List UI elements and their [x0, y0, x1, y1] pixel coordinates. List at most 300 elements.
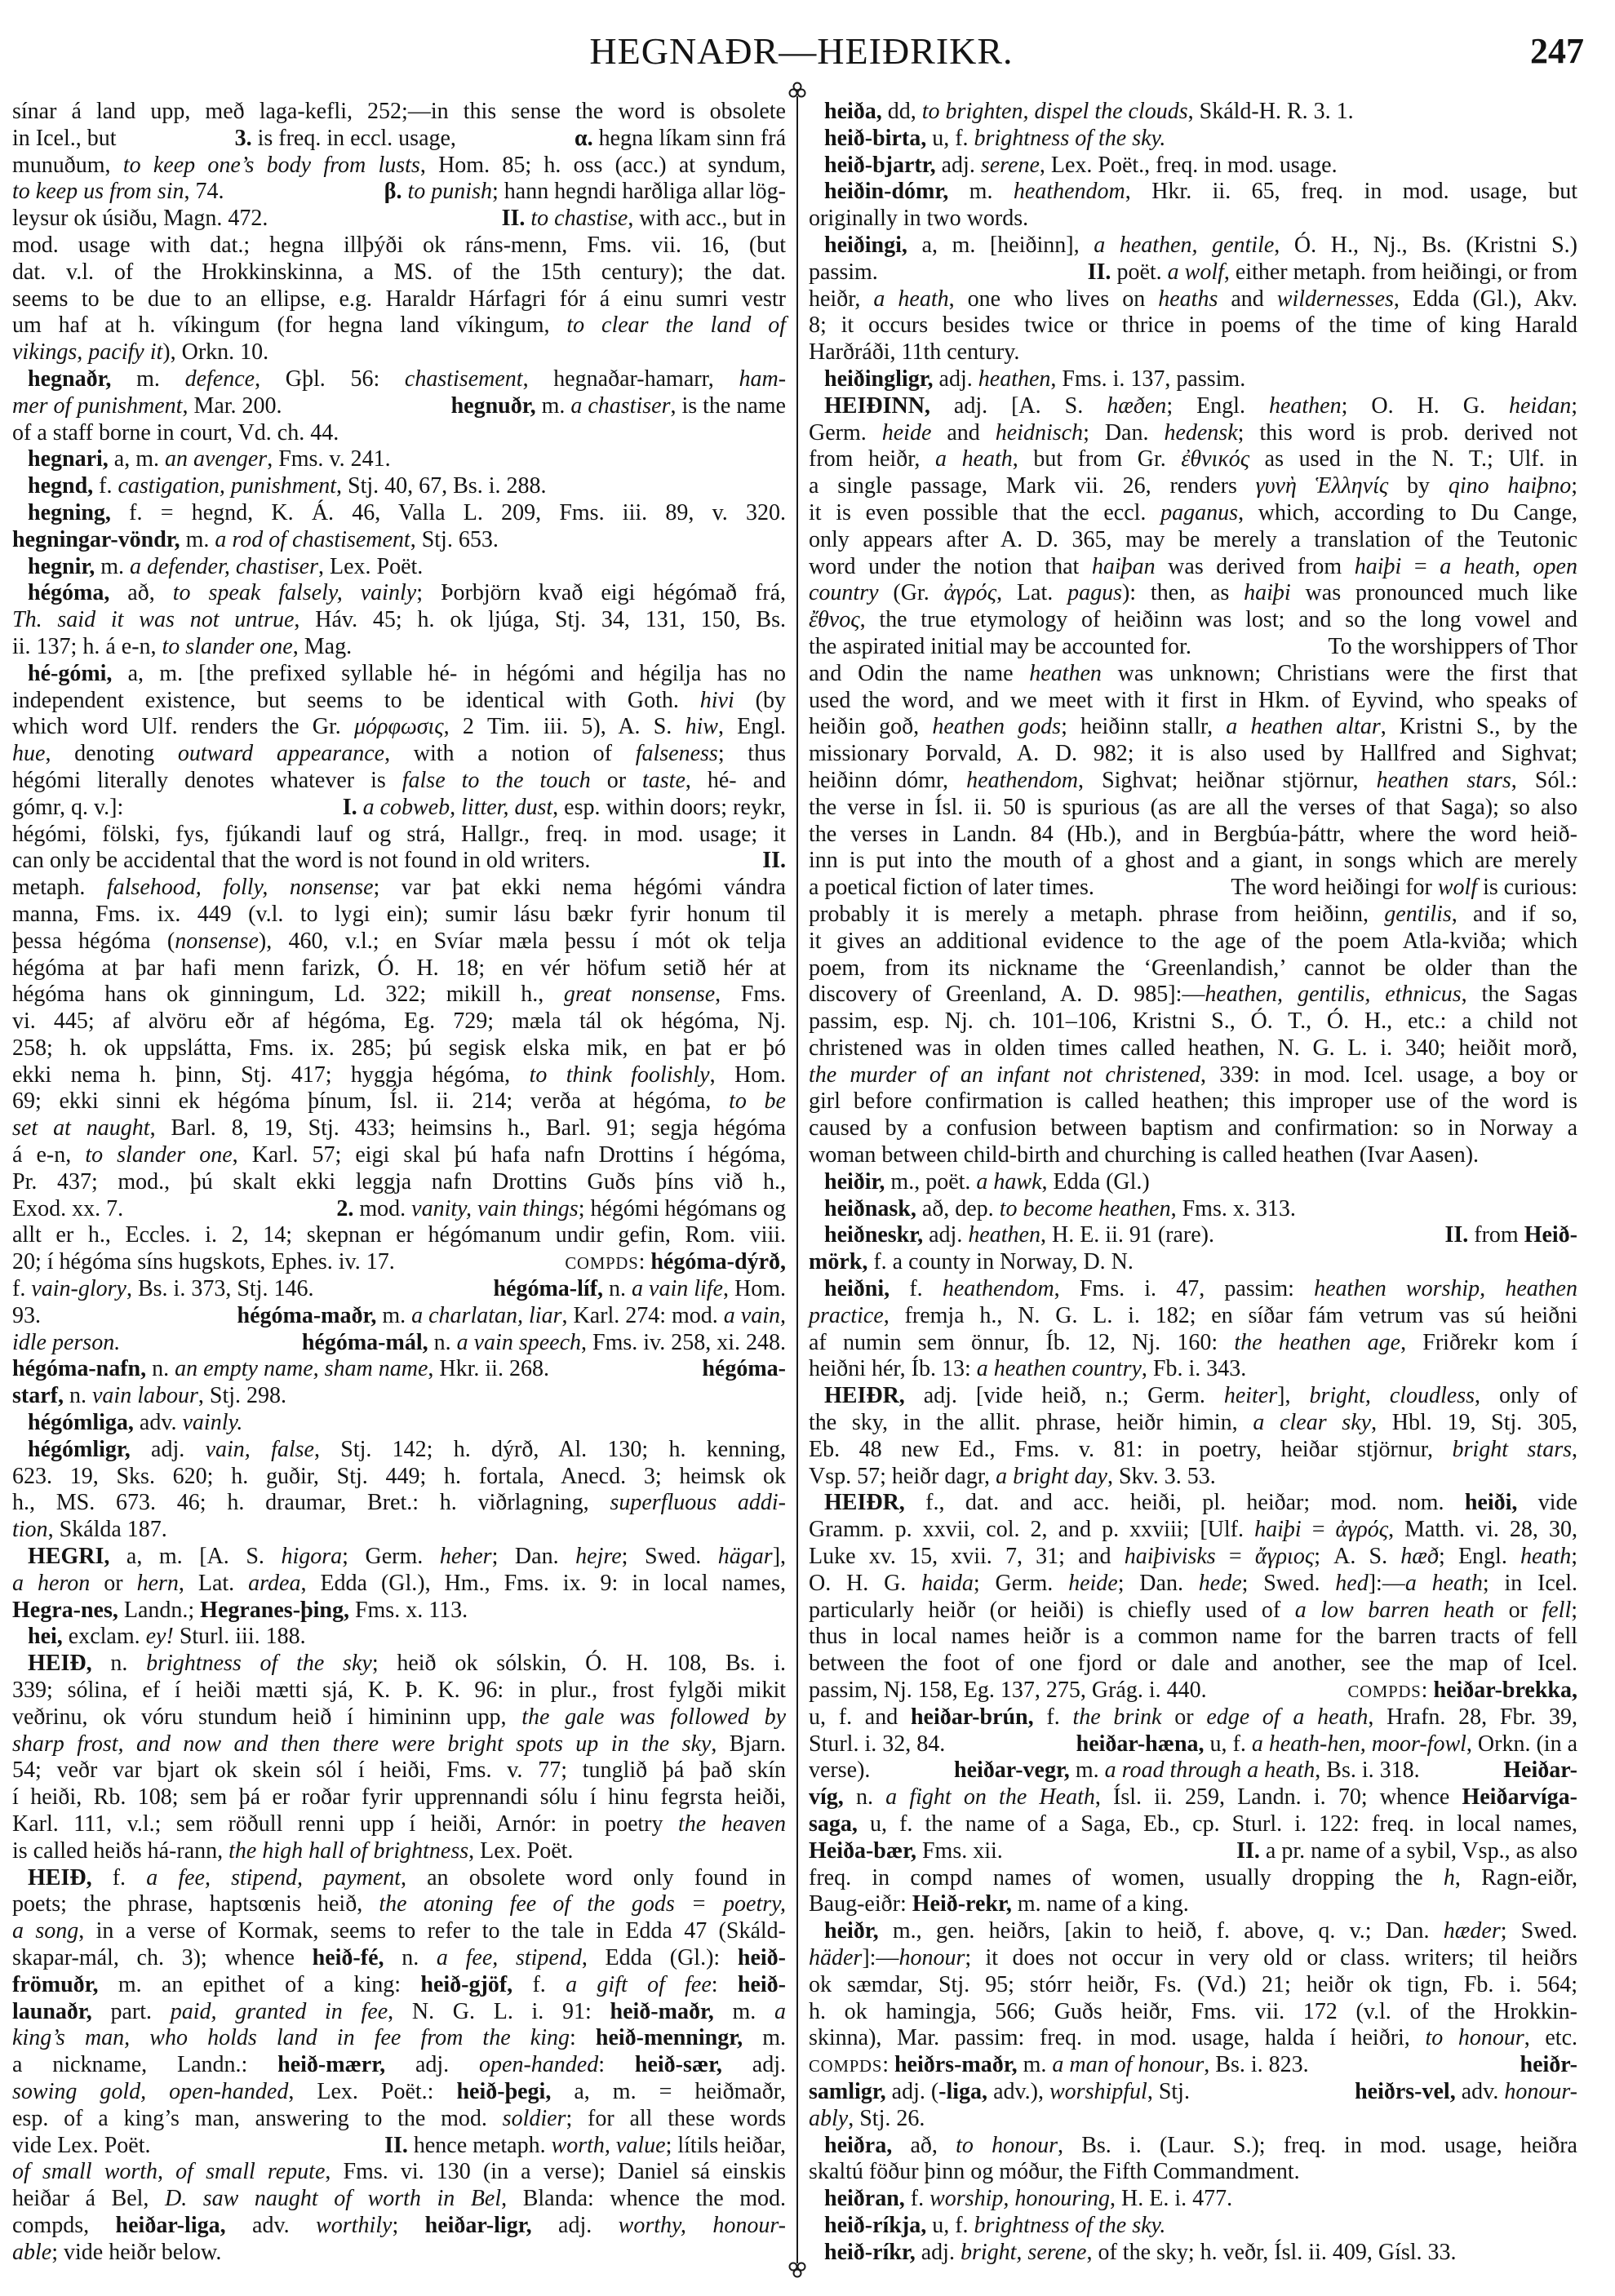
text-run: :	[569, 2025, 596, 2051]
line-text	[809, 741, 1577, 768]
line-text	[824, 2213, 1165, 2240]
text-run: verse).	[809, 1757, 871, 1784]
line-text	[12, 1062, 786, 1089]
line-text	[809, 1571, 1577, 1598]
text-run: , with a notion of	[384, 741, 636, 767]
headword: heiða,	[824, 99, 882, 124]
dictionary-line	[809, 2186, 1577, 2213]
italic-gloss: a fee, stipend	[436, 1944, 582, 1970]
line-text	[12, 1571, 786, 1598]
headword: heiðran,	[824, 2186, 905, 2212]
italic-gloss: heidnisch	[995, 419, 1084, 445]
line-text	[824, 1383, 1577, 1410]
line-text	[809, 1651, 1577, 1678]
line-text	[12, 1972, 786, 1999]
text-run: n.	[91, 1651, 147, 1677]
text-run: hégómi, fölski, fys, fjúkandi lauf og strá, Hallgr., freq. in mod. usage; it	[12, 821, 786, 847]
text-run: Harðráði, 11th century.	[809, 339, 1020, 366]
text-run: or	[1161, 1704, 1207, 1730]
text-run: , Hkr. ii. 65, freq. in mod. usage, but	[1125, 179, 1577, 205]
italic-gloss: ey!	[145, 1624, 174, 1650]
text-run: , which, according to Du Cange,	[1238, 499, 1577, 525]
text-run: , Hkr. ii. 268.	[428, 1356, 549, 1382]
dictionary-entry	[809, 1490, 1577, 1918]
italic-gloss: heathen	[968, 1222, 1040, 1248]
dictionary-line	[12, 929, 786, 955]
dictionary-line	[809, 1678, 1577, 1704]
text-run: a, m.	[108, 446, 165, 472]
text-run: adj.	[130, 1436, 206, 1462]
text-run: christened was in olden times called heathen, N. G. L. i. 340; heiðit morð,	[809, 1035, 1577, 1061]
line-text	[12, 1356, 786, 1383]
line-text	[12, 1115, 786, 1142]
line-text	[12, 1784, 786, 1811]
italic-gloss: haiþi	[1254, 1517, 1302, 1543]
text-run: ],	[1277, 1383, 1310, 1409]
line-text	[824, 233, 1577, 259]
italic-gloss: to be	[729, 1088, 786, 1115]
dictionary-entry	[12, 1865, 786, 2267]
italic-gloss: honour-	[1504, 2078, 1577, 2104]
italic-gloss: sharp frost, and now and then there were bright spots up in the sky	[12, 1731, 712, 1757]
text-run: u, f.	[1204, 1731, 1252, 1757]
text-run: m. name of a king.	[1011, 1891, 1189, 1917]
text-run: compds,	[12, 2212, 116, 2238]
headword: I.	[342, 794, 363, 820]
text-run: adv.	[225, 2212, 317, 2238]
text-run: f.	[93, 473, 118, 499]
headword: hégóma-dýrð,	[650, 1249, 786, 1275]
dictionary-line	[809, 1464, 1577, 1491]
dictionary-line	[12, 1972, 786, 1999]
text-run: m.	[95, 553, 130, 579]
text-run: , denoting	[45, 741, 178, 767]
dictionary-entry	[12, 1410, 786, 1437]
italic-gloss: a	[774, 1998, 787, 2024]
text-run: used the word, and we meet with it first in Hkm. of Eyvind, who speaks of	[809, 687, 1577, 713]
italic-gloss: an avenger	[165, 446, 268, 472]
sense-break-space	[224, 179, 384, 206]
headword: hégóma-nafn,	[12, 1356, 147, 1382]
dictionary-line	[809, 929, 1577, 955]
dictionary-line	[809, 1945, 1577, 1972]
text-run: , Kristni S., by the	[1380, 714, 1578, 740]
line-text	[28, 473, 547, 500]
text-run: adj.	[933, 366, 978, 392]
text-run: hégóma hans ok ginningum, Ld. 322; mikill h.,	[12, 982, 564, 1008]
text-run: probably it is merely a metaph. phrase from heiðinn,	[809, 901, 1385, 927]
dictionary-line	[12, 286, 786, 313]
headword: heiðar-vegr,	[954, 1757, 1070, 1784]
text-run: n.	[428, 1329, 457, 1355]
text-run: ok sæmdar, Stj. 95; stórr heiðr, Fs. (Vd.) 21; heiðr ok tign, Fb. i. 564;	[809, 1971, 1577, 1997]
dictionary-line	[12, 554, 786, 581]
text-run: ;	[1571, 1597, 1578, 1623]
text-run: , Friðrekr kom í	[1400, 1329, 1577, 1355]
line-text	[809, 714, 1577, 741]
line-text	[28, 446, 391, 473]
text-run: h. ok hamingja, 566; Guðs heiðr, Fms. vii. 172 (v.l. of the Hrokkin-	[809, 1998, 1577, 2024]
text-run: 258; h. ok uppslátta, Fms. ix. 285; þú segisk elska mik, en þat er þó	[12, 1035, 786, 1061]
sense-break-space	[1003, 1838, 1236, 1865]
line-text	[809, 1008, 1577, 1035]
italic-gloss: ἄγριος	[1254, 1544, 1315, 1570]
italic-gloss: vain labour	[91, 1383, 198, 1409]
italic-gloss: a clear sky	[1253, 1410, 1372, 1436]
line-text	[809, 1356, 1246, 1383]
italic-gloss: heathendom	[966, 767, 1078, 793]
text-run: ; Germ.	[973, 1570, 1069, 1596]
line-text	[824, 1196, 1296, 1223]
line-text	[28, 500, 786, 527]
sense-break-space	[282, 393, 451, 420]
trefoil-ornament-top-icon	[788, 82, 807, 103]
dictionary-line	[809, 393, 1577, 420]
italic-gloss: worship, honouring	[930, 2186, 1111, 2212]
italic-gloss: a defender, chastiser	[130, 553, 318, 579]
text-run: , hé- and	[685, 767, 786, 793]
headword: heiðneskr,	[824, 1222, 924, 1248]
italic-gloss: to punish	[407, 179, 492, 205]
dictionary-line	[809, 1276, 1577, 1303]
text-run: , 74.	[184, 179, 224, 205]
dictionary-line	[12, 1838, 786, 1865]
line-text	[824, 2133, 1577, 2160]
italic-gloss: haiþi	[1244, 580, 1291, 606]
headword: heið-maðr,	[610, 1998, 714, 2024]
italic-gloss: brightness of the sky	[146, 1651, 372, 1677]
italic-gloss: γυνὴ Ἑλληνίς	[1255, 473, 1389, 499]
line-text	[809, 875, 1577, 902]
italic-gloss: a heath	[873, 286, 949, 312]
line-text	[12, 2106, 786, 2133]
dictionary-line	[809, 741, 1577, 768]
text-run: um haf at h. víkingum (for hegna land víkingum,	[12, 312, 567, 339]
line-text	[809, 286, 1577, 313]
text-run: , fremja h., N. G. L. i. 182; en síðar fám vetrum vas sú heiðni	[883, 1302, 1577, 1328]
line-text	[12, 1142, 786, 1169]
text-run: hence metaph.	[407, 2132, 552, 2158]
text-run: ; Dan.	[491, 1544, 576, 1570]
dictionary-line	[12, 1945, 786, 1972]
italic-gloss: chastisement	[404, 366, 523, 392]
text-run: ; Swed.	[1500, 1918, 1577, 1944]
text-run: , Fms. x. 313.	[1170, 1195, 1296, 1221]
italic-gloss: hue	[12, 741, 46, 767]
line-text	[12, 126, 786, 153]
text-run: að, dep.	[916, 1195, 1000, 1221]
line-text	[28, 1544, 786, 1571]
headword: heið-sær,	[634, 2052, 722, 2078]
dictionary-line	[12, 153, 786, 180]
dictionary-entry	[809, 366, 1577, 393]
italic-gloss: heher	[439, 1544, 492, 1570]
dictionary-line	[809, 580, 1577, 607]
text-run: , Edda (Gl.)	[1041, 1168, 1150, 1195]
text-run: veðrinu, ok vóru stundum heið í himininn upp,	[12, 1704, 522, 1730]
sense-break-space	[268, 206, 501, 233]
text-run: freq. in compd names of women, usually dropping the	[809, 1864, 1444, 1890]
line-text	[12, 1088, 786, 1115]
text-run: a single passage, Mark vii. 26, renders	[809, 473, 1256, 499]
dictionary-line	[809, 768, 1577, 795]
italic-gloss: Th. said it was not untrue	[12, 607, 295, 633]
italic-gloss: hern	[136, 1570, 179, 1596]
text-run: , Barl. 8, 19, Stj. 433; heimsins h., Barl. 91; segja hégóma	[149, 1115, 786, 1141]
line-text	[824, 99, 1354, 126]
text-run: n.	[384, 1944, 437, 1970]
dictionary-line	[12, 393, 786, 420]
dictionary-line	[809, 1169, 1577, 1196]
text-run: ;	[1571, 392, 1577, 419]
text-run: , Matth. vi. 28, 30,	[1388, 1517, 1577, 1543]
dictionary-line	[809, 634, 1577, 661]
text-run: skinna), Mar. passim: freq. in mod. usage, halda í heiðri,	[809, 2025, 1426, 2051]
text-run: Baug-eiðr:	[809, 1891, 912, 1917]
text-run: , Hom.	[723, 1276, 786, 1302]
line-text	[12, 875, 786, 902]
text-run: ;	[1571, 473, 1577, 499]
italic-gloss: worthy, honour-	[618, 2212, 786, 2238]
dictionary-line	[809, 1918, 1577, 1945]
text-run: is called heiðs há-rann,	[12, 1837, 229, 1864]
text-run: , N. G. L. i. 91:	[388, 1998, 610, 2024]
dictionary-line	[809, 233, 1577, 259]
headword: II.	[1444, 1222, 1469, 1248]
text-run: ; Þorbjörn kvað eigi hégómað frá,	[416, 580, 787, 606]
text-run: , the true etymology of heiðinn was lost; and so the long vowel and	[859, 607, 1577, 633]
text-run: m.	[743, 2025, 786, 2051]
headword: 2.	[336, 1195, 354, 1221]
line-text	[809, 1437, 1577, 1464]
italic-gloss: a hawk	[976, 1168, 1042, 1195]
dictionary-entry	[809, 1383, 1577, 1490]
headword: hegningar-vöndr,	[12, 526, 180, 552]
text-run: sínar á land upp, með laga-kefli, 252;—in this sense the word is obsolete	[12, 99, 786, 124]
sense-break-space	[1207, 1678, 1348, 1704]
dictionary-line	[12, 1410, 786, 1437]
dictionary-line	[12, 1464, 786, 1491]
dictionary-entry	[809, 2213, 1577, 2240]
text-run: , in a verse of Kormak, seems to refer to the tale in Edda 47 (Skáld-	[78, 1918, 786, 1944]
dictionary-line	[809, 1624, 1577, 1651]
headword: hégómliga,	[28, 1410, 134, 1436]
dictionary-line	[809, 473, 1577, 500]
text-run: caused by a confusion between baptism and confirmation: so in Norway a	[809, 1115, 1577, 1141]
text-run: ;	[1571, 1544, 1577, 1570]
italic-gloss: pagus	[1067, 580, 1122, 606]
italic-gloss: the gale was followed by	[521, 1704, 786, 1730]
italic-gloss: falsehood, folly, nonsense	[106, 875, 374, 901]
italic-gloss: heathen, gentilis, ethnicus	[1205, 982, 1462, 1008]
italic-gloss: hede	[1198, 1570, 1242, 1596]
text-run: f.	[12, 1276, 32, 1302]
dictionary-line	[12, 1651, 786, 1678]
line-text	[12, 206, 786, 233]
italic-gloss: a wolf	[1167, 259, 1224, 285]
text-run: , Skálda 187.	[47, 1517, 167, 1543]
headword: heiðir,	[824, 1168, 885, 1195]
italic-gloss: hæðen	[1107, 392, 1167, 419]
line-text	[12, 1035, 786, 1062]
italic-gloss: a bright day	[996, 1463, 1107, 1489]
text-run: ;	[392, 2212, 425, 2238]
dictionary-line	[809, 1249, 1577, 1276]
dictionary-line	[809, 1651, 1577, 1678]
text-run: from heiðr,	[809, 446, 935, 472]
line-text	[809, 1838, 1577, 1865]
italic-gloss: vain-glory	[31, 1276, 126, 1302]
line-text	[12, 1008, 786, 1035]
italic-gloss: bright stars	[1452, 1436, 1572, 1462]
dictionary-line	[12, 1303, 786, 1330]
line-text	[809, 1811, 1577, 1838]
text-run: adj.	[531, 2212, 619, 2238]
dictionary-line	[12, 1383, 786, 1410]
italic-gloss: to clear the land of	[566, 312, 786, 339]
text-run: n.	[843, 1784, 886, 1811]
text-run: adv.	[1455, 2078, 1505, 2104]
text-run: , H. E. i. 477.	[1110, 2186, 1233, 2212]
italic-gloss: a charlatan, liar	[411, 1302, 562, 1328]
text-run: m.	[376, 1302, 412, 1328]
dictionary-entry	[809, 393, 1577, 1169]
text-run: , but from Gr.	[1012, 446, 1182, 472]
line-text	[809, 473, 1577, 500]
line-text	[809, 1517, 1577, 1544]
dictionary-line	[809, 1757, 1577, 1784]
text-run: , Hbl. 19, Stj. 305,	[1371, 1410, 1577, 1436]
text-run: ; Dan.	[1117, 1570, 1199, 1596]
dictionary-line	[809, 339, 1577, 366]
headword: hegnd,	[28, 473, 94, 499]
italic-gloss: häder	[809, 1944, 863, 1970]
dictionary-entry	[809, 1222, 1577, 1276]
headword: heiðar-brún,	[910, 1704, 1034, 1730]
dictionary-line	[809, 286, 1577, 313]
dictionary-line	[809, 1008, 1577, 1035]
headword: hégóma-maðr,	[237, 1302, 377, 1328]
text-run: , Lat.	[178, 1570, 249, 1596]
italic-gloss: hedensk	[1164, 419, 1238, 445]
dictionary-line	[809, 902, 1577, 929]
headword: HEIÐR,	[824, 1383, 905, 1409]
dictionary-line	[12, 580, 786, 607]
dictionary-line	[809, 554, 1577, 581]
text-run: , Skáld-H. R. 3. 1.	[1187, 99, 1354, 124]
dictionary-line	[809, 1062, 1577, 1089]
dictionary-line	[12, 1169, 786, 1196]
text-run: mod. usage with dat.; hegna illþýði ok ráns-menn, Fms. vii. 16, (but	[12, 232, 786, 258]
dictionary-line	[12, 99, 786, 126]
italic-gloss: ardea	[248, 1570, 301, 1596]
line-text	[12, 1249, 786, 1278]
line-text	[12, 688, 786, 715]
dictionary-line	[12, 473, 786, 500]
line-text	[12, 1222, 786, 1249]
line-text	[809, 580, 1577, 607]
text-run: u, f.	[926, 125, 974, 151]
line-text	[809, 1945, 1577, 1972]
dictionary-line	[12, 1999, 786, 2026]
italic-gloss: taste	[641, 767, 685, 793]
text-run: Sturl. iii. 188.	[173, 1624, 306, 1650]
text-run: ii. 137; h. á e-n,	[12, 633, 162, 659]
text-run: f. = hegnd, K. Á. 46, Valla L. 209, Fms. iii. 89, v. 320.	[110, 499, 786, 525]
text-run: it is even possible that the eccl.	[809, 499, 1161, 525]
line-text	[12, 1490, 786, 1517]
dictionary-entry	[809, 1918, 1577, 2132]
text-run: , Skv. 3. 53.	[1107, 1463, 1216, 1489]
headword: HEIÐINN,	[824, 392, 930, 419]
dictionary-line	[809, 795, 1577, 822]
italic-gloss: a fight on the Heath	[885, 1784, 1095, 1811]
headword: HEIÐ,	[28, 1864, 92, 1890]
text-run: ; A. S.	[1314, 1544, 1401, 1570]
headword: heið-gjöf,	[420, 1971, 513, 1997]
line-text	[12, 420, 339, 447]
dictionary-line	[809, 1303, 1577, 1330]
line-text	[809, 955, 1577, 982]
italic-gloss: a gift of fee	[566, 1971, 712, 1997]
dictionary-entry	[12, 1624, 786, 1651]
text-run: , Bs. i. 318.	[1315, 1757, 1420, 1784]
text-run: adv.	[133, 1410, 183, 1436]
line-text	[12, 1303, 786, 1330]
line-text	[12, 2079, 786, 2106]
dictionary-line	[12, 233, 786, 259]
text-run: adj.	[923, 1222, 969, 1248]
line-text	[12, 1276, 786, 1303]
dictionary-line	[12, 768, 786, 795]
italic-gloss: heidan	[1509, 392, 1572, 419]
headword: heið-menningr,	[595, 2025, 743, 2051]
dictionary-line	[12, 527, 786, 554]
dictionary-line	[809, 1222, 1577, 1249]
text-run: heiðni hér, Íb. 13:	[809, 1356, 977, 1382]
text-run: , Edda (Gl.), Hm., Fms. ix. 9: in local names,	[300, 1570, 786, 1596]
text-run: heiðr,	[809, 286, 874, 312]
text-run: inn is put into the mouth of a ghost and a giant, in songs which are merely	[809, 848, 1577, 874]
sense-break-space	[456, 126, 575, 153]
headword: heiðar-ligr,	[424, 2212, 532, 2238]
dictionary-line	[809, 2025, 1577, 2052]
italic-gloss: the heathen age	[1234, 1329, 1401, 1355]
text-run: 8; it occurs besides twice or thrice in poems of the time of king Harald	[809, 312, 1577, 339]
headword: heið-ríkr,	[824, 2239, 916, 2265]
italic-gloss: worshipful	[1049, 2078, 1147, 2104]
dictionary-line	[12, 1356, 786, 1383]
text-run: f.	[1033, 1704, 1073, 1730]
italic-gloss: set at naught	[12, 1115, 150, 1141]
dictionary-entry	[809, 2240, 1577, 2267]
italic-gloss: bright, serene	[960, 2239, 1087, 2265]
italic-gloss: country	[809, 580, 879, 606]
line-text	[824, 153, 1338, 180]
dictionary-entry	[809, 1169, 1577, 1196]
dictionary-entry	[12, 500, 786, 554]
dictionary-line	[809, 179, 1577, 206]
text-run: ), Orkn. 10.	[162, 339, 269, 366]
text-run: vide	[1517, 1490, 1577, 1516]
text-run: ]:—	[862, 1944, 899, 1970]
dictionary-line	[12, 1115, 786, 1142]
line-text	[809, 1731, 1577, 1758]
dictionary-entry	[809, 153, 1577, 180]
dictionary-line	[809, 2240, 1577, 2267]
italic-gloss: haiþan	[1091, 553, 1156, 579]
dictionary-line	[12, 1891, 786, 1918]
